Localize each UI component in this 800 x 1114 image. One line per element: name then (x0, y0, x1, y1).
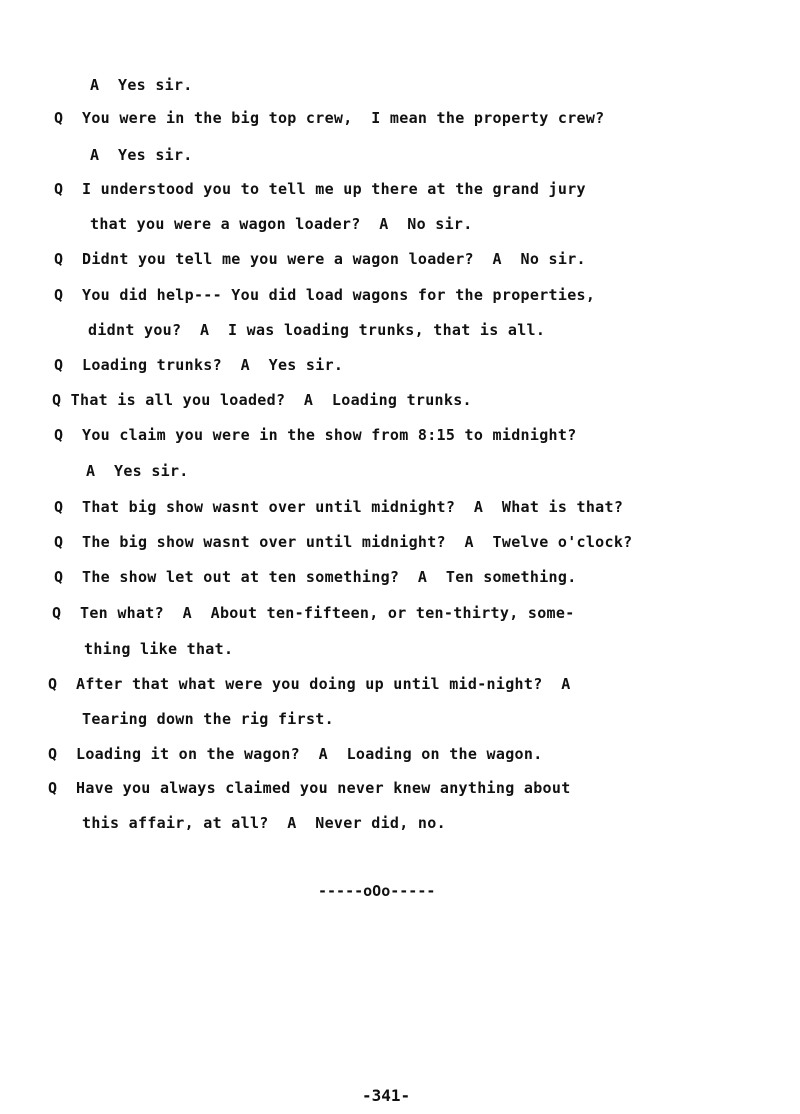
transcript-line: Q Didnt you tell me you were a wagon loader? A No sir. (54, 250, 586, 268)
transcript-line: Q Loading trunks? A Yes sir. (54, 356, 344, 374)
transcript-line: A Yes sir. (90, 146, 193, 164)
transcript-line: Tearing down the rig first. (82, 710, 334, 728)
transcript-line: didnt you? A I was loading trunks, that is all. (88, 321, 546, 339)
transcript-line: Q The show let out at ten something? A Ten something. (54, 568, 577, 586)
transcript-line: A Yes sir. (90, 76, 193, 94)
transcript-line: Q After that what were you doing up until mid-night? A (48, 675, 571, 693)
transcript-line: Q Loading it on the wagon? A Loading on the wagon. (48, 745, 543, 763)
transcript-line: Q I understood you to tell me up there at the grand jury (54, 180, 586, 198)
transcript-line: thing like that. (84, 640, 234, 658)
transcript-line: that you were a wagon loader? A No sir. (90, 215, 473, 233)
transcript-line: Q You claim you were in the show from 8:15 to midnight? (54, 426, 577, 444)
transcript-line: Q You did help--- You did load wagons for the properties, (54, 286, 596, 304)
transcript-line: Q You were in the big top crew, I mean the property crew? (54, 109, 605, 127)
transcript-line: A Yes sir. (86, 462, 189, 480)
transcript-line: Q Ten what? A About ten-fifteen, or ten-thirty, some- (52, 604, 575, 622)
page-number: -341- (362, 1086, 411, 1105)
transcript-line: Q Have you always claimed you never knew anything about (48, 779, 571, 797)
transcript-line: Q The big show wasnt over until midnight? A Twelve o'clock? (54, 533, 633, 551)
transcript-line: this affair, at all? A Never did, no. (82, 814, 446, 832)
section-separator: -----oOo----- (318, 882, 436, 900)
transcript-line: Q That is all you loaded? A Loading trunks. (52, 391, 472, 409)
transcript-line: Q That big show wasnt over until midnight? A What is that? (54, 498, 624, 516)
